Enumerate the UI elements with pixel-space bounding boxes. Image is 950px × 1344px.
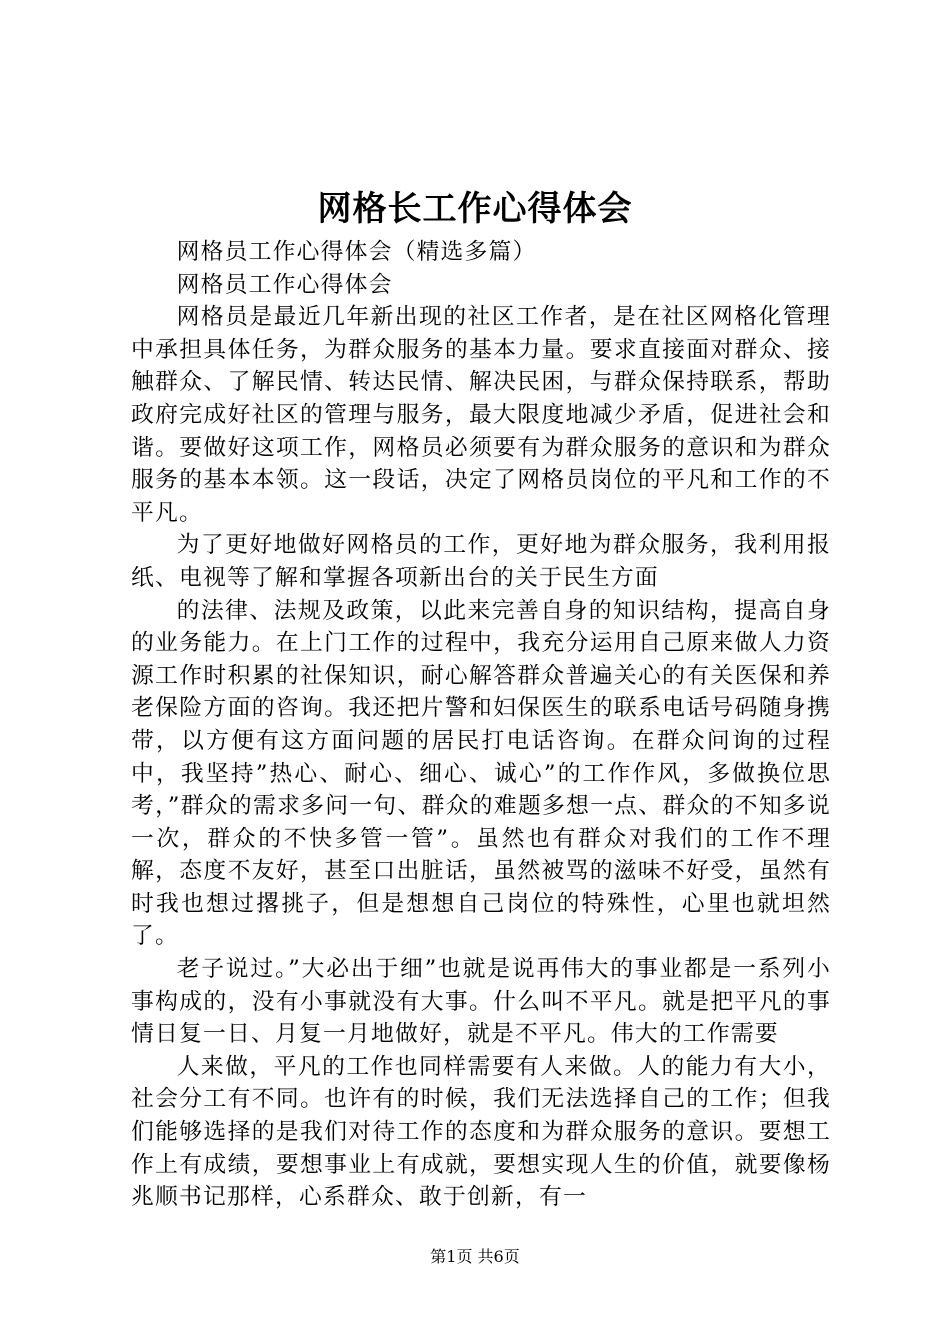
paragraph-2: 为了更好地做好网格员的工作，更好地为群众服务，我利用报纸、电视等了解和掌握各项新出台的关于民生方面 (131, 532, 831, 591)
document-title: 网格长工作心得体会 (317, 189, 633, 229)
paragraph-3: 的法律、法规及政策，以此来完善自身的知识结构，提高自身的业务能力。在上门工作的过程中，我充分运用自己原来做人力资源工作时积累的社保知识，耐心解答群众普遍关心的有关医保和养老保险方面的咨询。我还把片警和妇保医生的联系电话号码随身携带，以方便有这方面问题的居民打电话咨询。在群众问询的过程中，我坚持”热心、耐心、细心、诚心”的工作作风，多做换位思考，”群众的需求多问一句、群众的难题多想一点、群众的不知多说一次，群众的不快多管一管”。虽然也有群众对我们的工作不理解，态度不友好，甚至口出脏话，虽然被骂的滋味不好受，虽然有时我也想过撂挑子，但是想想自己岗位的特殊性，心里也就坦然了。 (131, 597, 831, 950)
paragraph-subtitle-1: 网格员工作心得体会（精选多篇） (176, 239, 537, 265)
page-number-footer: 第1页 共6页 (430, 1247, 520, 1266)
paragraph-5: 人来做，平凡的工作也同样需要有人来做。人的能力有大小，社会分工有不同。也许有的时候，我们无法选择自己的工作；但我们能够选择的是我们对待工作的态度和为群众服务的意识。要想工作上有成绩，要想事业上有成就，要想实现人生的价值，就要像杨兆顺书记那样，心系群众、敢于创新，有一 (131, 1053, 831, 1211)
document-body (131, 236, 831, 1214)
paragraph-subtitle-2: 网格员工作心得体会 (176, 271, 393, 298)
paragraph-4: 老子说过。”大必出于细”也就是说再伟大的事业都是一系列小事构成的，没有小事就没有大事。什么叫不平凡。就是把平凡的事情日复一日、月复一月地做好，就是不平凡。伟大的工作需要 (131, 956, 831, 1048)
paragraph-1: 网格员是最近几年新出现的社区工作者，是在社区网格化管理中承担具体任务，为群众服务的基本力量。要求直接面对群众、接触群众、了解民情、转达民情、解决民困，与群众保持联系，帮助政府完成好社区的管理与服务，最大限度地减少矛盾，促进社会和谐。要做好这项工作，网格员必须要有为群众服务的意识和为群众服务的基本本领。这一段话，决定了网格员岗位的平凡和工作的不平凡。 (131, 304, 831, 526)
